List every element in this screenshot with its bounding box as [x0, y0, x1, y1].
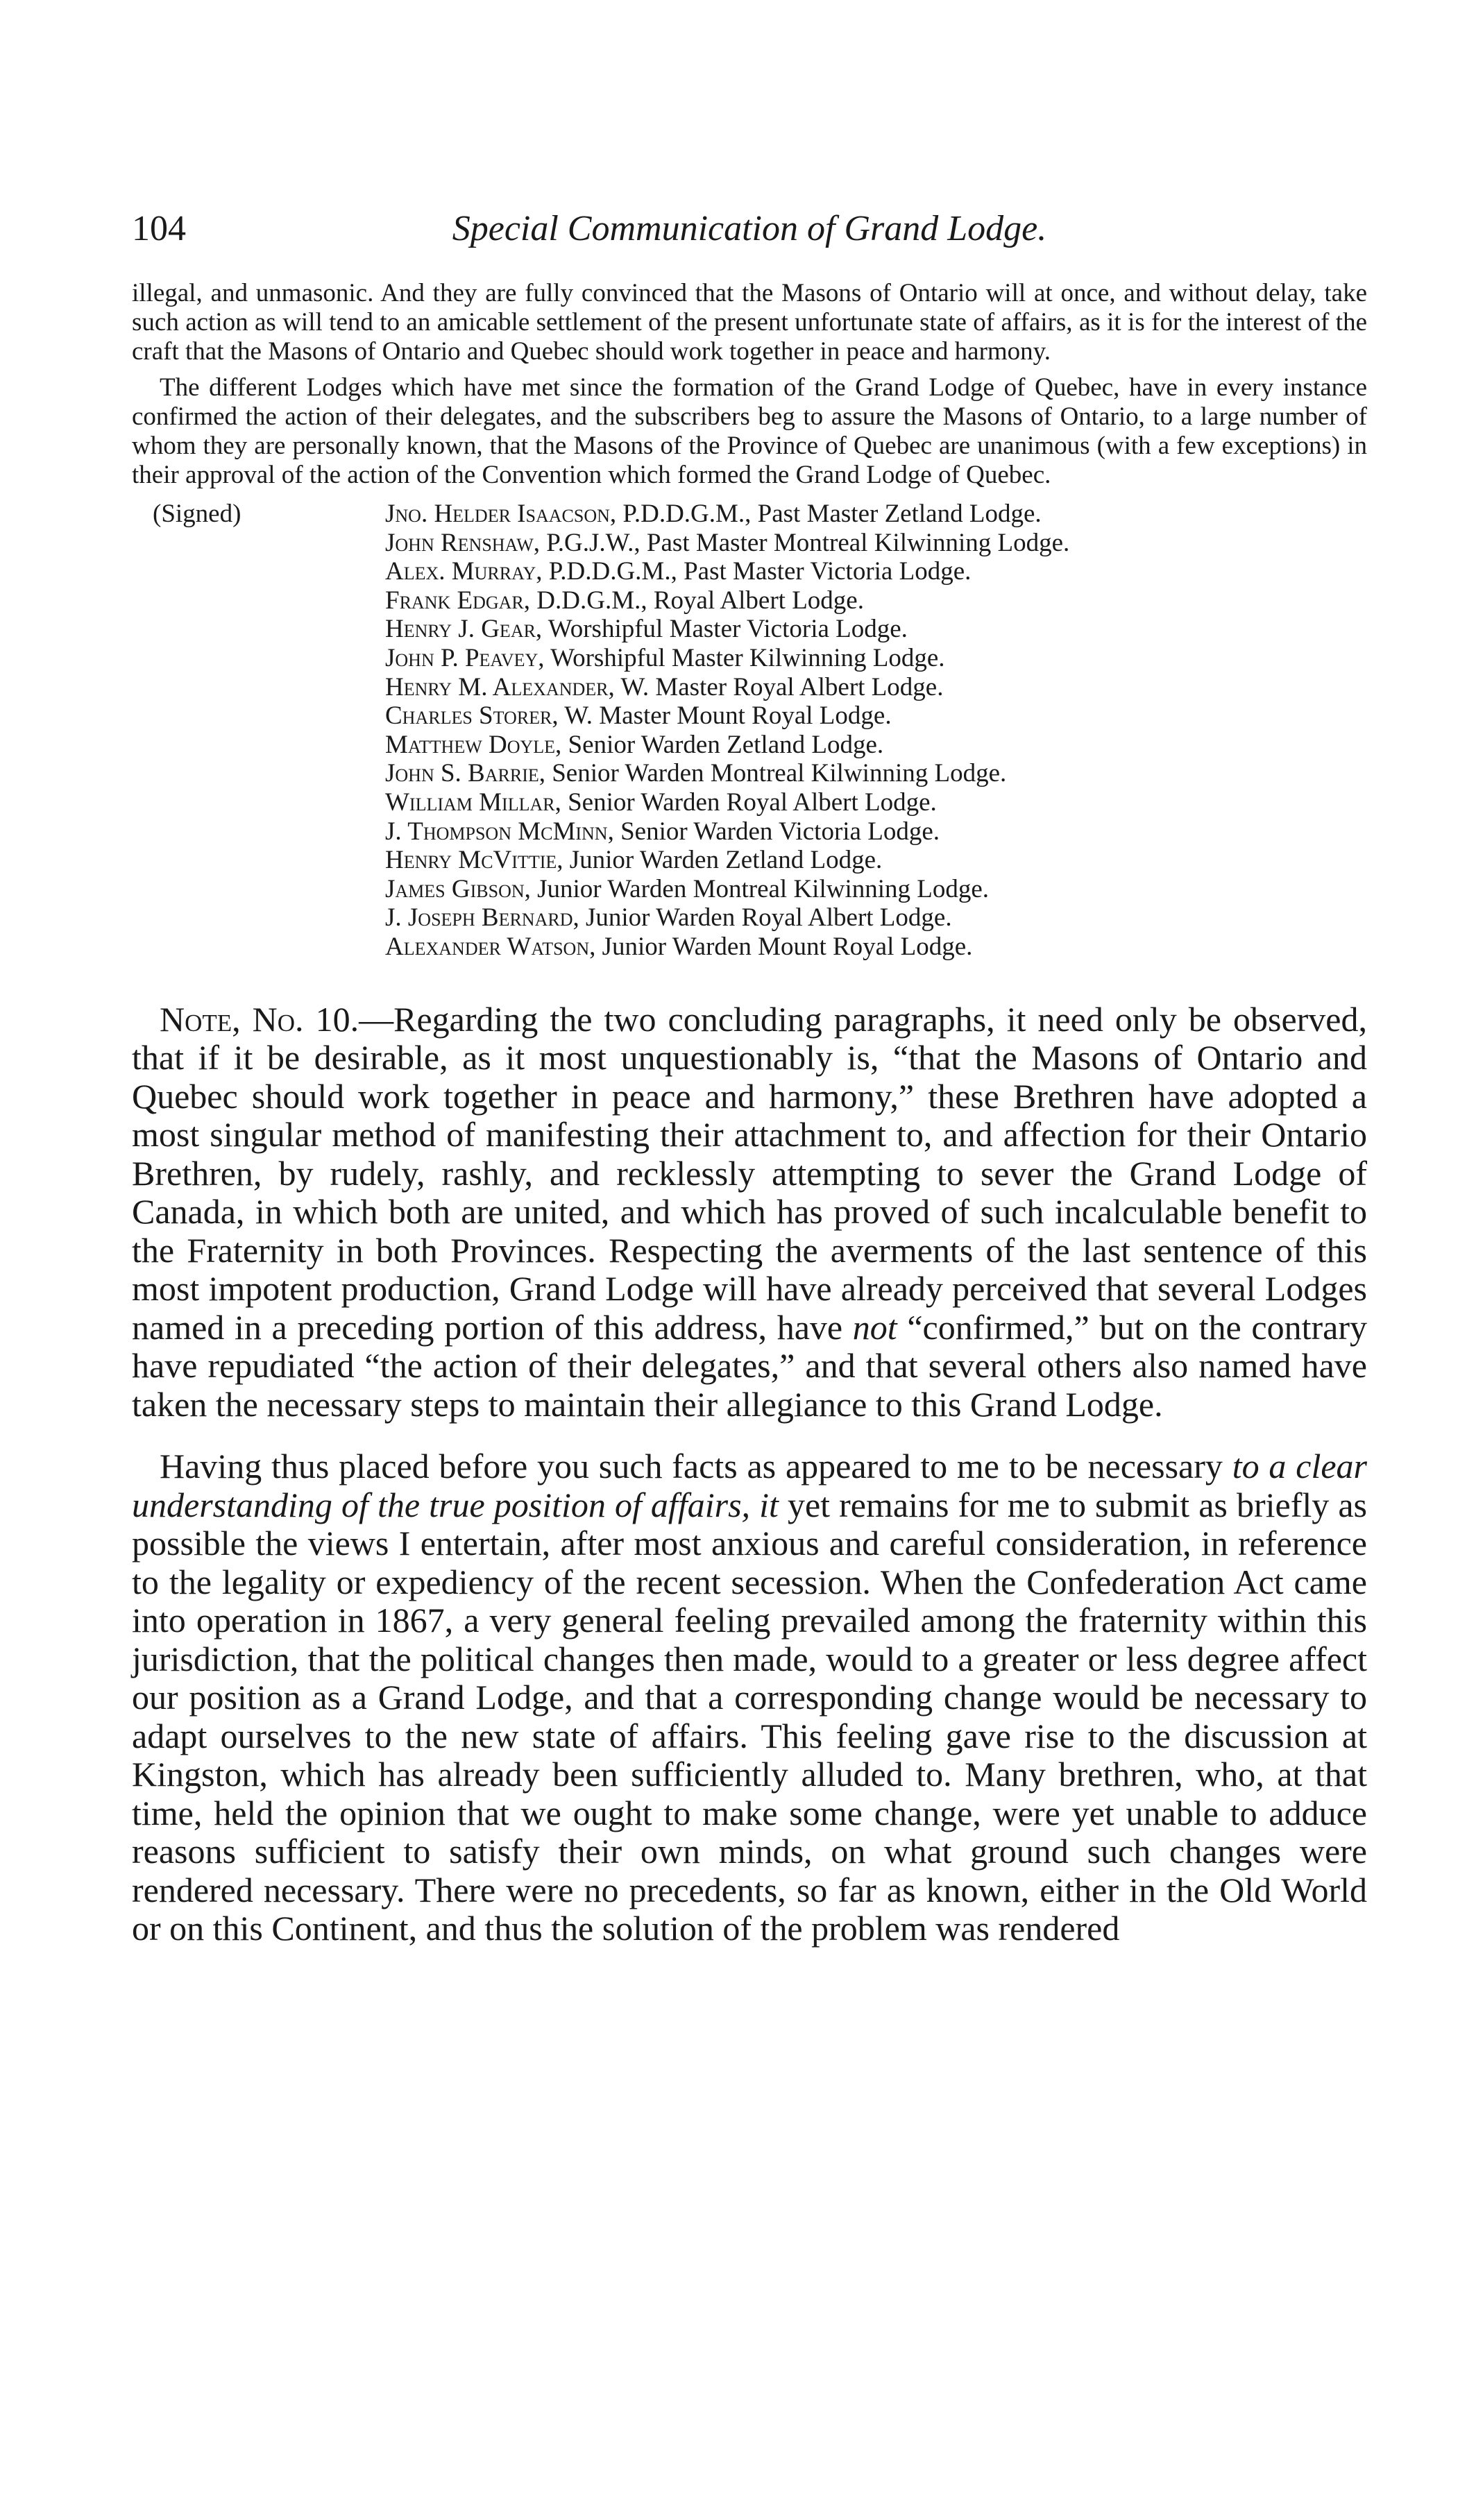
signer-name: James Gibson, [385, 874, 531, 903]
signer-title: W. Master Royal Albert Lodge. [614, 672, 944, 701]
signer-title: W. Master Mount Royal Lodge. [558, 701, 892, 731]
signer-line [385, 615, 1367, 644]
signer-name: Matthew Doyle, [385, 730, 562, 759]
closing-text: Having thus placed before you such facts as appeared to me to be necessary [160, 1447, 1232, 1485]
signer-title: P.D.D.G.M., Past Master Victoria Lodge. [542, 557, 972, 586]
signer-title: Senior Warden Montreal Kilwinning Lodge. [545, 759, 1007, 788]
signer-name: John Renshaw, [385, 528, 541, 557]
signer-title: Junior Warden Royal Albert Lodge. [579, 903, 952, 933]
closing-text: yet remains for me to submit as briefly as possible the views I entertain, after most anxious and careful consideration, in reference to the legality or expediency of the recent secession. When the Confederation Act came into operation in 1867, a very general feeling prevailed among the fraternity within this jurisdiction, that the political changes then made, would to a greater or less degree affect our position as a Grand Lodge, and that a corresponding change would be necessary to adapt ourselves to the new state of affairs. This feeling gave rise to the discussion at Kingston, which has already been sufficiently alluded to. Many brethren, who, at that time, held the opinion that we ought to make some change, were yet unable to adduce reasons sufficient to satisfy their own minds, on what ground such changes were rendered necessary. There were no precedents, so far as known, either in the Old World or on this Continent, and thus the solution of the problem was rendered [132, 1485, 1367, 1948]
signer-line [385, 788, 1367, 817]
signer-title: Junior Warden Zetland Lodge. [563, 846, 883, 875]
signer-title: P.D.D.G.M., Past Master Zetland Lodge. [616, 500, 1042, 528]
signer-name: John P. Peavey, [385, 643, 545, 672]
closing-emphasis: to a clear understanding of the true position of affairs, it [132, 1447, 1367, 1524]
signature-block [132, 500, 1367, 962]
signer-title: Junior Warden Mount Royal Lodge. [595, 932, 973, 961]
commentary [132, 1001, 1367, 1948]
signer-name: Henry McVittie, [385, 846, 563, 875]
signer-line [385, 903, 1367, 933]
book-page [132, 208, 1367, 1948]
signer-title: Worshipful Master Victoria Lodge. [542, 615, 908, 644]
signer-title: P.G.J.W., Past Master Montreal Kilwinning Lodge. [540, 528, 1070, 557]
page-header [132, 208, 1367, 264]
letter-body [132, 279, 1367, 490]
note-paragraph [132, 1001, 1367, 1424]
signer-name: Charles Storer, [385, 701, 559, 731]
signer-title: Senior Warden Zetland Lodge. [561, 730, 884, 759]
signer-name: Alex. Murray, [385, 557, 543, 586]
signer-line [385, 701, 1367, 731]
closing-paragraph [132, 1447, 1367, 1948]
signer-line [385, 933, 1367, 962]
signer-line [385, 759, 1367, 788]
signer-line [385, 557, 1367, 586]
signer-line [385, 673, 1367, 702]
signer-line [385, 817, 1367, 846]
note-label: Note, No. 10. [160, 999, 359, 1039]
signer-name: J. Joseph Bernard, [385, 903, 579, 933]
letter-paragraph: The different Lodges which have met since the formation of the Grand Lodge of Quebec, have in every instance confirmed the action of their delegates, and the subscribers beg to assure the Masons of Ontario, to a large number of whom they are personally known, that the Masons of the Province of Quebec are unanimous (with a few exceptions) in their approval of the action of the Convention which formed the Grand Lodge of Quebec. [132, 373, 1367, 489]
note-emphasis: not [852, 1307, 897, 1347]
signer-line [385, 644, 1367, 673]
signer-line [385, 875, 1367, 904]
running-title: Special Communication of Grand Lodge. [452, 209, 1047, 248]
signer-line [385, 846, 1367, 875]
signer-line [385, 586, 1367, 615]
page-number: 104 [132, 209, 186, 248]
signer-line [385, 500, 1367, 529]
signed-label: (Signed) [153, 500, 241, 528]
signer-line [385, 731, 1367, 760]
signer-name: Henry M. Alexander, [385, 672, 615, 701]
signer-title: Junior Warden Montreal Kilwinning Lodge. [530, 874, 990, 903]
signer-title: Senior Warden Victoria Lodge. [613, 817, 940, 846]
note-text: “confirmed,” but on the contrary have repudiated “the action of their delegates,” and that several others also named have taken the necessary steps to maintain their allegiance to this Grand Lodge. [132, 1307, 1368, 1424]
signer-name: Alexander Watson, [385, 932, 596, 961]
signer-name: Henry J. Gear, [385, 615, 543, 644]
signer-name: J. Thompson McMinn, [385, 817, 614, 846]
signer-name: Jno. Helder Isaacson, [385, 500, 617, 528]
letter-paragraph: illegal, and unmasonic. And they are fully convinced that the Masons of Ontario will at once, and without delay, take such action as will tend to an amicable settlement of the present unfortunate state of affairs, as it is for the interest of the craft that the Masons of Ontario and Quebec should work together in peace and harmony. [132, 279, 1367, 366]
signer-name: Frank Edgar, [385, 586, 531, 615]
signer-title: Worshipful Master Kilwinning Lodge. [544, 643, 945, 672]
signer-line [385, 529, 1367, 558]
signer-name: William Millar, [385, 788, 561, 817]
signer-title: D.D.G.M., Royal Albert Lodge. [530, 586, 864, 615]
signer-list [385, 500, 1367, 962]
signer-title: Senior Warden Royal Albert Lodge. [561, 788, 937, 817]
signer-name: John S. Barrie, [385, 759, 545, 788]
note-text: —Regarding the two concluding paragraphs, it need only be observed, that if it be desirable, as it most unquestionably is, “that the Masons of Ontario and Quebec should work together in peace and harmony,” these Brethren have adopted a most singular method of manifesting their attachment to, and affection for their Ontario Brethren, by rudely, rashly, and recklessly attempting to sever the Grand Lodge of Canada, in which both are united, and which has proved of such incalculable benefit to the Fraternity in both Provinces. Respecting the averments of the last sentence of this most impotent production, Grand Lodge will have already perceived that several Lodges named in a preceding portion of this address, have [132, 999, 1367, 1347]
